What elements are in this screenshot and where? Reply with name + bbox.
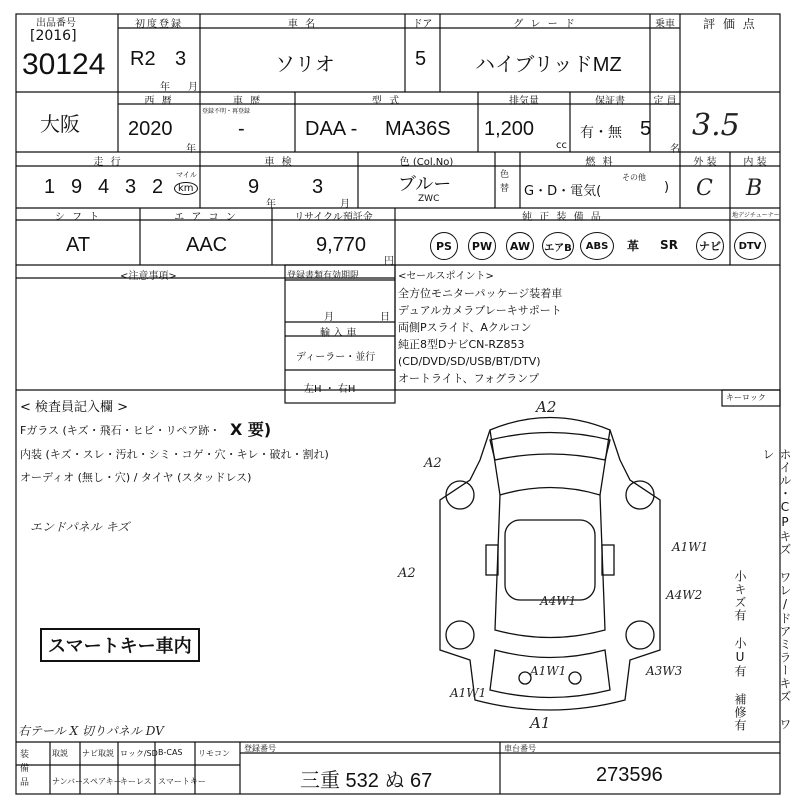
mileage-digit-4: 3 [125, 176, 137, 198]
mileage-label: 走 行 [93, 157, 123, 168]
sales-point: オートライト、フォグランプ [398, 372, 540, 385]
type-code: MA36S [385, 118, 451, 140]
equip-item: キーレス [120, 777, 152, 786]
color-value: ブルー [398, 174, 452, 194]
history-label: 車 歴 [232, 96, 263, 107]
fuel-label: 燃 料 [585, 157, 615, 168]
damage-mark: A1W1 [530, 664, 567, 678]
inspector-glass-mark: X 要) [230, 420, 272, 439]
fuel-close: ) [664, 180, 670, 195]
equip-item: スマートキー [158, 777, 206, 786]
score-label: 評 価 点 [703, 17, 757, 31]
type-prefix: DAA - [305, 118, 358, 140]
grade-label: グ レ ー ド [513, 19, 577, 30]
day-label: 日 [380, 312, 390, 323]
inspection-month: 3 [312, 176, 324, 198]
year-tag: [2016] [30, 28, 77, 44]
equip-item: ナンバー [52, 777, 84, 786]
equip-item: スペアキー [82, 777, 122, 786]
door-count: 5 [415, 48, 427, 70]
sales-point: 全方位モニターパッケージ装着車 [398, 287, 563, 300]
inspector-audio: オーディオ (無し・穴) / タイヤ (スタッドレス) [20, 471, 252, 484]
displacement-label: 排気量 [509, 96, 539, 107]
sales-point: (CD/DVD/SD/USB/BT/DTV) [398, 355, 541, 368]
interior-grade: B [746, 176, 763, 201]
lot-label: 出品番号 [36, 18, 76, 29]
inspection-label: 車 検 [264, 157, 294, 168]
vertical-note-1: ホイル・CPキズ ワレ/ドアミラーキズ ワレ [761, 448, 792, 731]
first-reg-month: 3 [175, 48, 187, 70]
type-label: 型 式 [371, 96, 402, 107]
sales-points-label: <セールスポイント> [398, 271, 494, 282]
lot-number: 30124 [22, 48, 106, 81]
terrain-label: 地デジチューナー [732, 212, 780, 219]
damage-mark: A4W2 [666, 588, 703, 602]
year-label: 西 暦 [144, 96, 174, 107]
recycle-unit: 円 [384, 256, 394, 267]
displacement-value: 1,200 [484, 118, 535, 140]
doc-deadline-label: 登録書類有効期限 [287, 271, 360, 281]
damage-mark: A2 [536, 398, 557, 416]
option-aw: AW [506, 232, 534, 260]
equipment-label: 純 正 装 備 品 [522, 212, 603, 223]
ac-label: エ ア コ ン [174, 212, 238, 223]
inspection-year: 9 [248, 176, 260, 198]
history-note: 登録不明・再登録 [202, 108, 251, 115]
model-label: 車 名 [287, 19, 318, 30]
mileage-digit-2: 9 [71, 176, 83, 198]
equip-item: ナビ取説 [82, 749, 114, 758]
equipment-side-label: 装備品 [20, 750, 30, 788]
exterior-grade: C [696, 176, 713, 201]
model-name: ソリオ [275, 54, 335, 76]
door-label: ドア [412, 19, 433, 30]
warranty-label: 保証書 [595, 96, 625, 107]
shift-value: AT [66, 234, 91, 256]
mileage-unit: km [174, 182, 198, 195]
equip-item: B-CAS [158, 748, 183, 757]
option-pw: PW [468, 232, 496, 260]
color-label: 色 (Col.No) [399, 157, 454, 168]
shift-label: シ フ ト [54, 212, 102, 223]
smart-key-stamp: スマートキー車内 [40, 628, 200, 662]
equip-item: リモコン [198, 749, 230, 758]
plate-number: 三重 532 ぬ 67 [300, 770, 433, 792]
mileage-digit-1: 1 [44, 176, 56, 198]
inspector-title: < 検査員記入欄 > [20, 400, 129, 415]
plate-label: 登録番号 [244, 744, 276, 753]
inspector-interior: 内装 (キズ・スレ・汚れ・シミ・コゲ・穴・キレ・破れ・割れ) [20, 448, 329, 461]
damage-mark: A1W1 [450, 686, 487, 700]
caution-label: <注意事項> [120, 271, 177, 282]
ac-value: AAC [186, 234, 228, 256]
option-leather: 革 [626, 238, 639, 253]
seats-label: 乗車 [655, 19, 675, 30]
interior-label: 内 装 [743, 157, 767, 168]
model-year-unit: 年 [186, 144, 196, 155]
option-navi: ナビ [696, 232, 724, 260]
fuel-other: その他 [622, 173, 646, 182]
inspection-month-unit: 月 [340, 199, 350, 210]
option-dtv: DTV [734, 232, 766, 260]
equip-item: ロック/SD [120, 749, 158, 758]
first-reg-year-unit: 年 [160, 82, 170, 93]
sales-point: デュアルカメラブレーキサポート [398, 304, 562, 317]
month-label: 月 [324, 312, 334, 323]
equip-item: 取説 [52, 749, 68, 758]
first-reg-era: R2 [130, 48, 156, 70]
option-abs: ABS [580, 232, 614, 260]
exterior-label: 外 装 [693, 157, 717, 168]
sales-point: 純正8型DナビCN-RZ853 [398, 338, 525, 351]
history-value: - [238, 118, 245, 140]
import-type: ディーラー・並行 [296, 352, 376, 363]
option-sunroof: SR [660, 238, 678, 252]
mileage-digit-5: 2 [152, 176, 164, 198]
grade-value: ハイブリッドMZ [475, 54, 622, 76]
option-ps: PS [430, 232, 458, 260]
score-value: 3.5 [692, 108, 740, 143]
first-reg-label: 初度登録 [135, 19, 183, 30]
option-airbag: エアB [542, 232, 574, 260]
warranty-value: 有・無 [580, 125, 622, 141]
color-code: ZWC [418, 194, 440, 204]
region: 大阪 [40, 114, 80, 136]
chassis-label: 車台番号 [504, 744, 536, 753]
sales-points [398, 285, 562, 387]
mileage-unit-top: マイル [176, 171, 197, 179]
fuel-value: G・D・電気( [524, 184, 602, 199]
chassis-number: 273596 [596, 764, 663, 786]
capacity-value: 5 [640, 118, 652, 140]
capacity-label: 定 員 [653, 96, 677, 107]
steering: 左H ・ 右H [304, 384, 356, 395]
car-diagram [420, 400, 683, 730]
recycle-value: 9,770 [316, 234, 367, 256]
damage-mark: A4W1 [540, 594, 577, 608]
key-lock-label: キーロック [726, 393, 766, 402]
capacity-unit: 名 [670, 144, 680, 155]
first-reg-month-unit: 月 [188, 82, 198, 93]
inspection-year-unit: 年 [266, 199, 276, 210]
mileage-digit-3: 4 [98, 176, 110, 198]
sales-point: 両側Pスライド、Aクルコン [398, 321, 532, 334]
displacement-unit: cc [556, 140, 567, 151]
color-change-label: 色替 [500, 170, 510, 194]
import-label: 輸 入 車 [320, 328, 357, 339]
damage-mark: A1 [530, 714, 551, 732]
handwritten-note-1: エンドパネル キズ [30, 520, 130, 534]
model-year: 2020 [128, 118, 173, 140]
damage-mark: A3W3 [646, 664, 683, 678]
recycle-label: リサイクル預託金 [294, 212, 373, 223]
handwritten-note-2: 右テール X 切りパネル DV [18, 724, 164, 738]
inspector-glass: Fガラス (キズ・飛石・ヒビ・リペア跡・ [20, 424, 221, 437]
damage-mark: A1W1 [672, 540, 709, 554]
damage-mark: A2 [398, 566, 416, 581]
vertical-note-2: 小キズ有 小U有 補修有 [733, 570, 747, 732]
damage-mark: A2 [424, 456, 442, 471]
